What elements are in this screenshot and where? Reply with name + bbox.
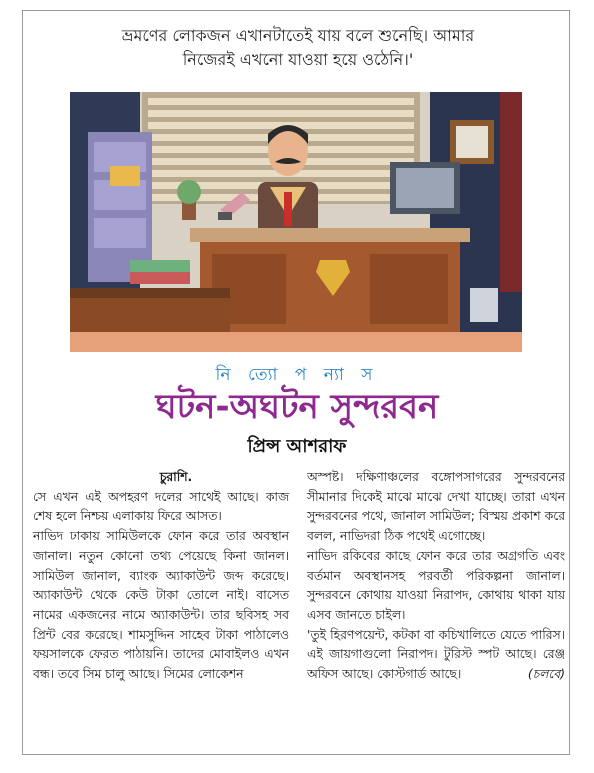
- right-paragraph-3-text: 'তুই হিরণপয়েন্ট, কটকা বা কচিখালিতে যেতে পারিস। এই জায়গাগুলো নিরাপদ। টুরিস্ট স্পট আছে। রেঞ্জ অফিস আছে। কোস্টগার্ড আছে।: [307, 627, 565, 682]
- detective-office-illustration: [70, 92, 522, 352]
- left-paragraph-1: সে এখন এই অপহরণ দলের সাথেই আছে। কাজ শেষ হলে নিশ্চয় এলাকায় ফিরে আসত।: [33, 489, 289, 524]
- author-name: প্রিন্স আশরাফ: [247, 436, 347, 457]
- series-label: নি ত্যো প ন্যা স: [215, 365, 379, 385]
- left-paragraph-2: নাভিদ ঢাকায় সামিউলকে ফোন করে তার অবস্থান জানাল। নতুন কোনো তথ্য পেয়েছে কিনা জানল। সামিউল জানাল, ব্যাংক অ্যাকাউন্ট জব্দ করেছে। অ্যাকাউন্ট থেকে কেউ টাকা তোলে নাই। বাসেত নামের একজনের নামে অ্যাকাউন্ট। তার ছবিসহ সব প্রিন্ট বের করেছে। শামসুদ্দিন সাহেব টাকা পাঠালেও ফয়সালকে ফেরত পাঠায়নি। তাদের মোবাইলও এখন বন্ধ। তবে সিম চালু আছে। সিমের লোকেশন: [33, 529, 289, 682]
- right-column: [307, 468, 565, 685]
- story-title: ঘটন-অঘটন সুন্দরবন: [155, 387, 439, 427]
- pull-quote-line-1: ভ্রমণের লোকজন এখানটাতেই যায় বলে শুনেছি। আমার: [121, 26, 475, 45]
- chapter-heading: চুরাশি.: [159, 470, 193, 484]
- right-paragraph-1: অস্পষ্ট। দক্ষিণাঞ্চলের বঙ্গোপসাগরের সুন্দরবনের সীমানার দিকেই মাঝে মাঝে দেখা যাচ্ছে। তারা এখন সুন্দরবনের পথে, জানাল সামিউল; বিস্ময় প্রকাশ করে বলল, নাভিদরা ঠিক পথেই এগোচ্ছে।: [307, 470, 565, 544]
- right-paragraph-2: নাভিদ রকিবের কাছে ফোন করে তার অগ্রগতি এবং বর্তমান অবস্থানসহ পরবর্তী পরিকল্পনা জানাল। সুন্দরবনে কোথায় যাওয়া নিরাপদ, কোথায় থাকা যায় এসব জানতে চাইল।: [307, 548, 565, 622]
- pull-quote: [38, 24, 558, 72]
- pull-quote-line-2: নিজেরই এখনো যাওয়া হয়ে ওঠেনি।': [182, 50, 414, 69]
- right-paragraph-3: [307, 626, 565, 685]
- to-be-continued: (চলবে): [527, 667, 565, 682]
- left-column: [33, 468, 289, 685]
